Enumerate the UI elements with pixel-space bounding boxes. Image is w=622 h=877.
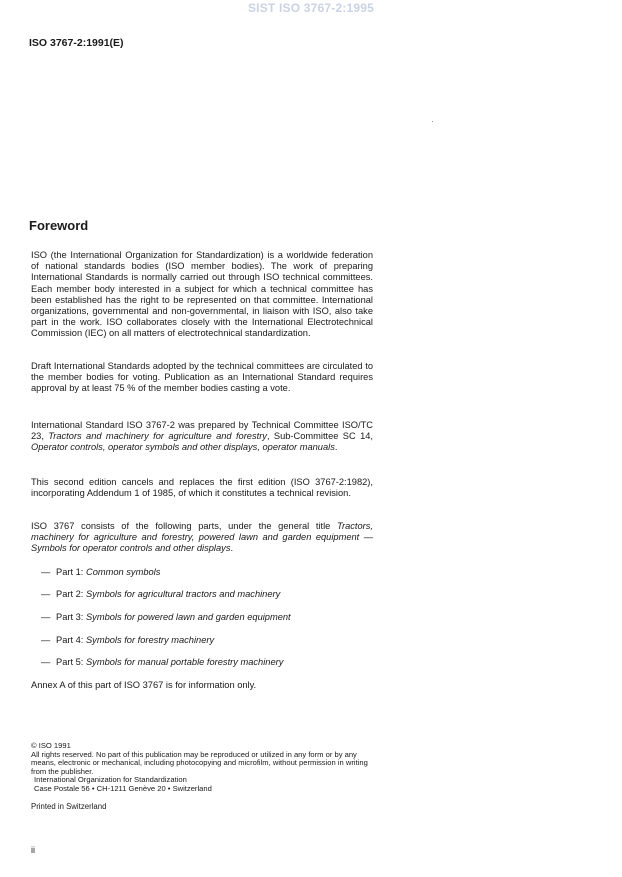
list-dash: —	[41, 657, 51, 667]
part-label: Part 1:	[56, 567, 84, 577]
part-title: Symbols for forestry machinery	[85, 635, 215, 645]
text-run: International Standard ISO 3767-2 was prepared by Technical Committee ISO/TC 23,	[31, 420, 373, 442]
part-title: Symbols for agricultural tractors and machinery	[85, 589, 281, 599]
copyright-line: © ISO 1991	[31, 741, 71, 750]
paragraph-draft-standards: Draft International Standards adopted by the technical committees are circulated to the member bodies for voting. Publication as an International Standard requires approval by at least 75 % of the member bodies casting a vote.	[31, 361, 373, 394]
list-item	[41, 657, 283, 667]
text-run: .	[334, 442, 338, 453]
document-id: ISO 3767-2:1991(E)	[29, 37, 124, 49]
paragraph-parts-intro	[31, 521, 373, 555]
subcommittee-title: Operator controls, operator symbols and other displays, operator manuals	[31, 442, 335, 453]
part-title: Symbols for powered lawn and garden equipment	[85, 612, 291, 622]
list-item	[41, 635, 214, 645]
publisher-address: Case Postale 56 • CH-1211 Genève 20 • Switzerland	[34, 783, 212, 793]
list-item	[41, 612, 291, 622]
copyright-notice: All rights reserved. No part of this publication may be reproduced or utilized in any form or by any means, electronic or mechanical, including photocopying and microfilm, without permission in writing from the publisher.	[31, 749, 368, 776]
paragraph-second-edition: This second edition cancels and replaces the first edition (ISO 3767-2:1982), incorporating Addendum 1 of 1985, of which it constitutes a technical revision.	[31, 477, 373, 499]
page-number: ii	[31, 845, 35, 855]
list-dash: —	[41, 567, 51, 577]
text-run: , Sub-Committee SC 14,	[266, 431, 373, 442]
scan-speck	[432, 121, 433, 122]
part-label: Part 5:	[56, 657, 84, 667]
list-item	[41, 567, 160, 577]
part-label: Part 2:	[56, 589, 84, 599]
foreword-heading: Foreword	[29, 218, 89, 233]
part-title: Common symbols	[85, 567, 161, 577]
list-dash: —	[41, 589, 51, 599]
part-title: Symbols for manual portable forestry machinery	[85, 657, 284, 667]
printed-in: Printed in Switzerland	[31, 802, 107, 811]
text-run: ISO 3767 consists of the following parts, under the general title	[31, 521, 338, 531]
list-dash: —	[41, 635, 51, 645]
committee-title: Tractors and machinery for agriculture and forestry	[48, 431, 267, 442]
list-item	[41, 589, 280, 599]
paragraph-iso-intro: ISO (the International Organization for Standardization) is a worldwide federation of national standards bodies (ISO member bodies). The work of preparing International Standards is normally carried out through ISO technical committees. Each member body interested in a subject for which a technical committee has been established has the right to be represented on that committee. International organizations, governmental and non-governmental, in liaison with ISO, also take part in the work. ISO collaborates closely with the International Electrotechnical Commission (IEC) on all matters of electrotechnical standardization.	[31, 250, 373, 339]
publisher-name: International Organization for Standardization	[34, 775, 187, 785]
copyright-block	[31, 742, 381, 794]
paragraph-annex-note: Annex A of this part of ISO 3767 is for information only.	[31, 680, 257, 690]
part-label: Part 4:	[56, 635, 84, 645]
general-title: Tractors, machinery for agriculture and forestry, powered lawn and garden equipment — Symbols for operator controls and other displays	[31, 521, 373, 554]
watermark: SIST ISO 3767-2:1995	[247, 1, 375, 15]
text-run: .	[230, 543, 234, 554]
paragraph-prepared-by	[31, 420, 373, 454]
part-label: Part 3:	[56, 612, 84, 622]
list-dash: —	[41, 612, 51, 622]
